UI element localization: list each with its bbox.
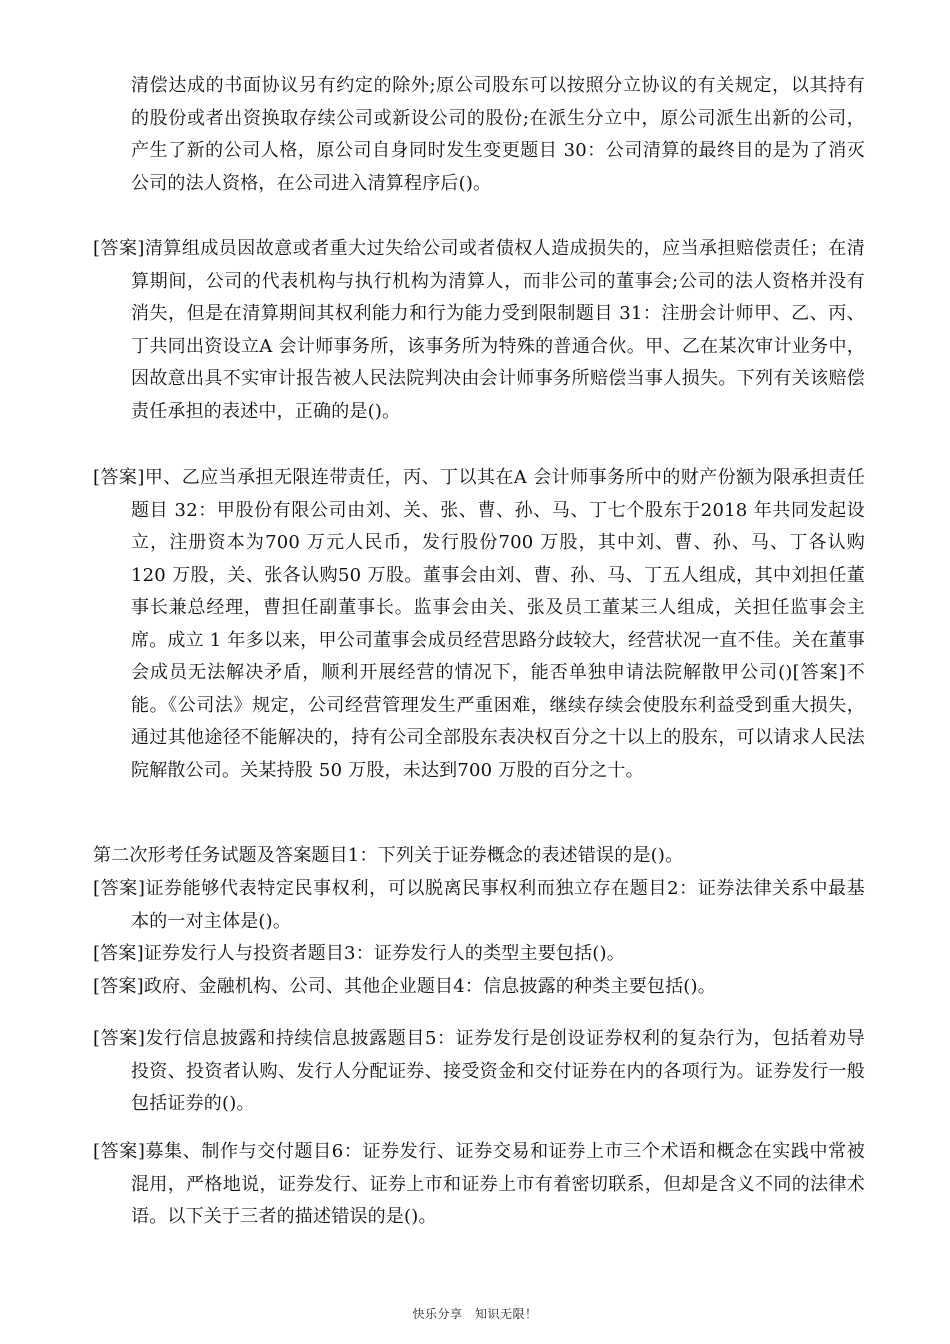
answer-paragraph-q5: [答案]募集、制作与交付题目6：证券发行、证券交易和证券上市三个术语和概念在实践中常被混用，严格地说，证券发行、证券上市和证券上市有着密切联系，但却是含义不同的法律术语。以下关于三者的描述错误的是()。 xyxy=(93,1141,865,1227)
answer-paragraph-q30: [答案]清算组成员因故意或者重大过失给公司或者债权人造成损失的，应当承担赔偿责任；在清算期间，公司的代表机构与执行机构为清算人，而非公司的董事会;公司的法人资格并没有消失，但是在清算期间其权利能力和行为能力受到限制题目 31：注册会计师甲、乙、丙、丁共同出资设立A 会计师事务所，该事务所为特殊的普通合伙。甲、乙在某次审计业务中，因故意出具不实审计报告被人民法院判决由会计师事务所赔偿当事人损失。下列有关该赔偿责任承担的表述中，正确的是()。 xyxy=(93,238,865,422)
answer-paragraph-q1: [答案]证券能够代表特定民事权利，可以脱离民事权利而独立存在题目2：证券法律关系中最基本的一对主体是()。 xyxy=(93,878,865,932)
paragraph-continuation: 清偿达成的书面协议另有约定的除外;原公司股东可以按照分立协议的有关规定，以其持有的股份或者出资换取存续公司或新设公司的股份;在派生分立中，原公司派生出新的公司，产生了新的公司人格，原公司自身同时发生变更题目 30：公司清算的最终目的是为了消灭公司的法人资格，在公司进入清算程序后()。 xyxy=(131,75,865,194)
answer-paragraph-q4: [答案]发行信息披露和持续信息披露题目5：证券发行是创设证券权利的复杂行为，包括着劝导投资、投资者认购、发行人分配证券、接受资金和交付证券在内的各项行为。证券发行一般包括证券的()。 xyxy=(93,1028,865,1114)
answer-paragraph-q2: [答案]证券发行人与投资者题目3：证券发行人的类型主要包括()。 xyxy=(93,943,625,964)
answer-paragraph-q3: [答案]政府、金融机构、公司、其他企业题目4：信息披露的种类主要包括()。 xyxy=(93,976,716,997)
page-footer: 快乐分享 知识无限！ xyxy=(412,1307,538,1321)
section-heading-q1: 第二次形考任务试题及答案题目1：下列关于证券概念的表述错误的是()。 xyxy=(93,845,684,866)
answer-paragraph-q31: [答案]甲、乙应当承担无限连带责任，丙、丁以其在A 会计师事务所中的财产份额为限承担责任题目 32：甲股份有限公司由刘、关、张、曹、孙、马、丁七个股东于2018 年共同发起设立，注册资本为700 万元人民币，发行股份700 万股，其中刘、曹、孙、马、丁各认购120 万股，关、张各认购50 万股。董事会由刘、曹、孙、马、丁五人组成，其中刘担任董事长兼总经理，曹担任副董事长。监事会由关、张及员工董某三人组成，关担任监事会主席。成立 1 年多以来，甲公司董事会成员经营思路分歧较大，经营状况一直不佳。关在董事会成员无法解决矛盾，顺利开展经营的情况下，能否单独申请法院解散甲公司()[答案]不能。《公司法》规定，公司经营管理发生严重困难，继续存续会使股东利益受到重大损失，通过其他途径不能解决的，持有公司全部股东表决权百分之十以上的股东，可以请求人民法院解散公司。关某持股 50 万股，未达到700 万股的百分之十。 xyxy=(93,467,865,781)
